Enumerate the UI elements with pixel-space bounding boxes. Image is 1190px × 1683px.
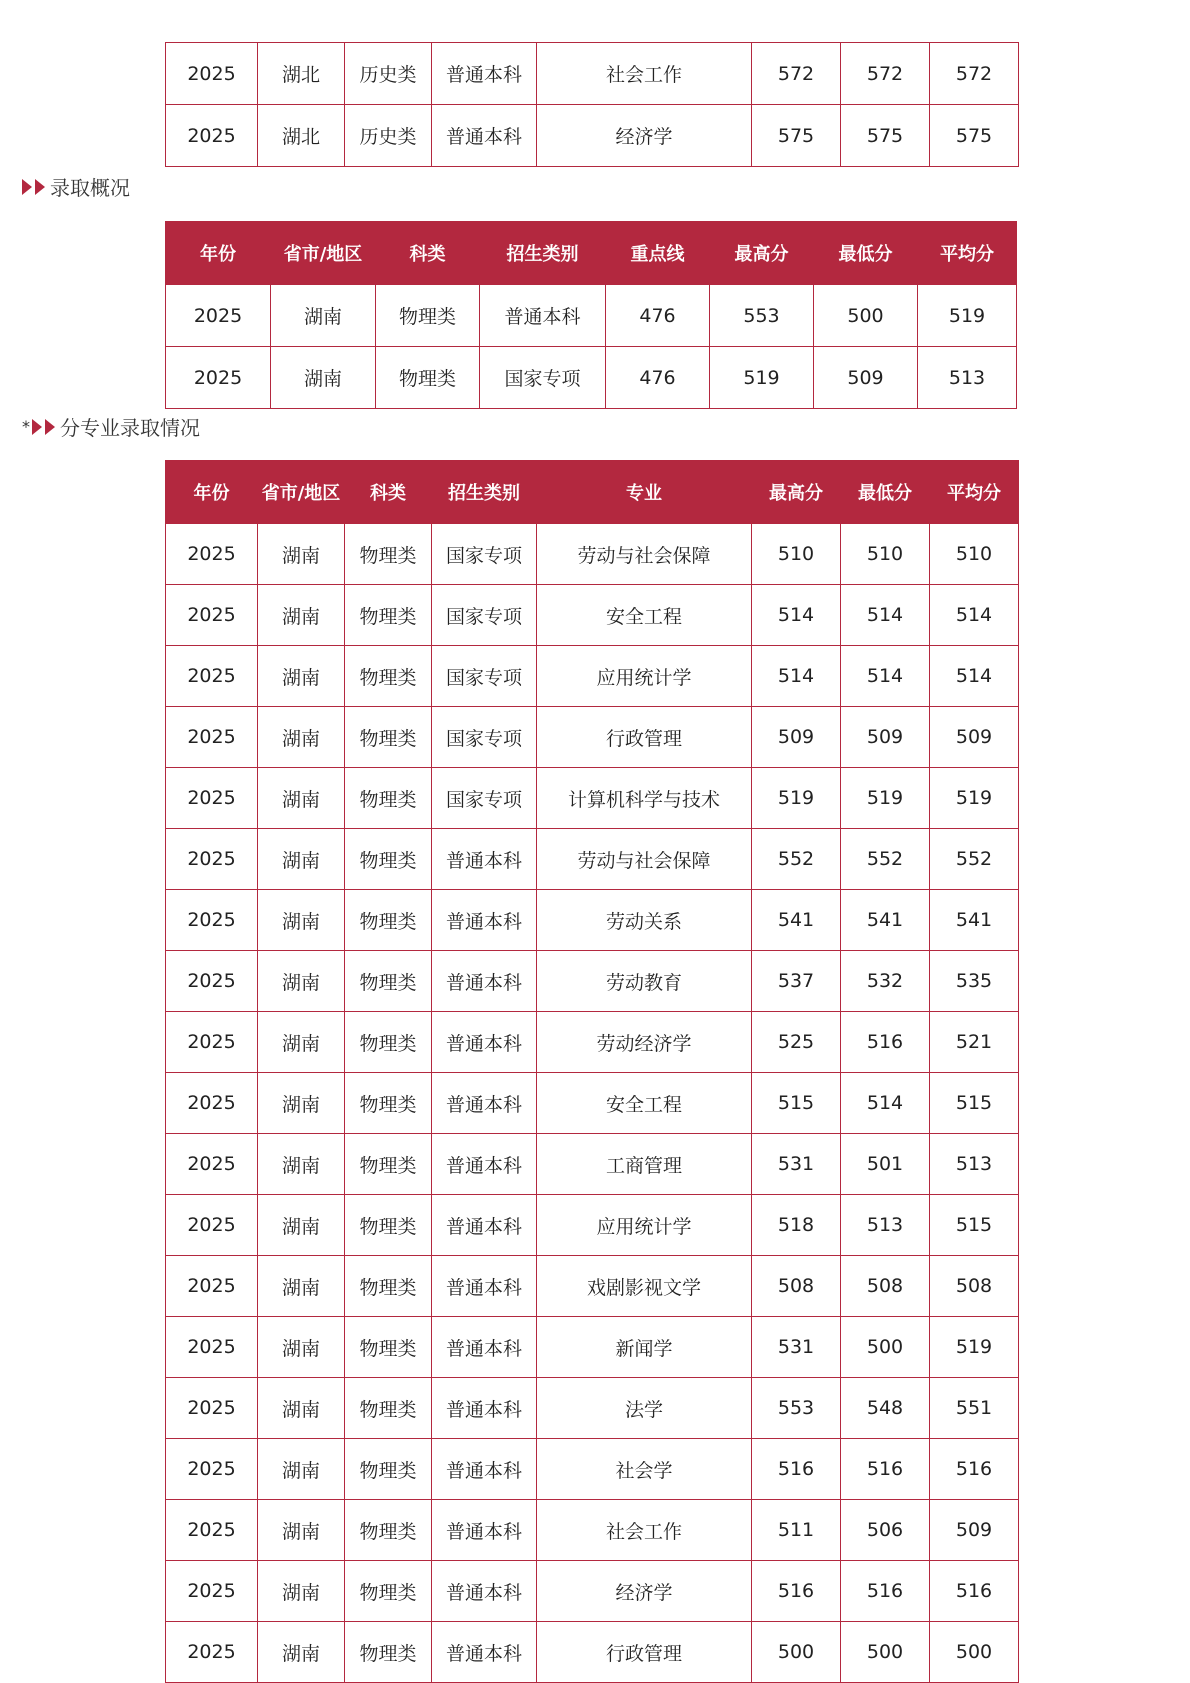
table-cell: 戏剧影视文学 <box>537 1256 752 1317</box>
table-row <box>166 1622 1019 1683</box>
table-cell: 508 <box>930 1256 1019 1317</box>
table-cell: 551 <box>930 1378 1019 1439</box>
table-cell: 湖南 <box>258 1012 345 1073</box>
table-cell: 劳动关系 <box>537 890 752 951</box>
table-cell: 物理类 <box>345 1378 432 1439</box>
table-cell: 湖南 <box>258 1317 345 1378</box>
table-cell: 湖南 <box>271 347 376 409</box>
table-cell: 行政管理 <box>537 707 752 768</box>
table-row <box>166 285 1017 347</box>
table-row <box>166 105 1019 167</box>
table-cell: 物理类 <box>376 285 480 347</box>
table-cell: 湖南 <box>258 524 345 585</box>
table-cell: 湖南 <box>258 1561 345 1622</box>
table-cell: 国家专项 <box>432 768 537 829</box>
table-cell: 普通本科 <box>480 285 606 347</box>
column-header: 年份 <box>166 222 271 285</box>
table-row <box>166 1195 1019 1256</box>
table-cell: 516 <box>841 1012 930 1073</box>
table-cell: 515 <box>930 1073 1019 1134</box>
summary-heading <box>22 172 130 201</box>
table-cell: 劳动教育 <box>537 951 752 1012</box>
table-cell: 普通本科 <box>432 1317 537 1378</box>
table-cell: 548 <box>841 1378 930 1439</box>
table-cell: 531 <box>752 1317 841 1378</box>
table-cell: 514 <box>930 585 1019 646</box>
double-arrow-icon <box>32 419 58 435</box>
table-cell: 物理类 <box>345 1256 432 1317</box>
double-arrow-icon <box>22 179 48 195</box>
table-cell: 普通本科 <box>432 951 537 1012</box>
table-cell: 湖南 <box>258 1622 345 1683</box>
table-row <box>166 1500 1019 1561</box>
summary-table-header <box>166 222 1017 285</box>
table-cell: 541 <box>752 890 841 951</box>
top-admission-table <box>165 42 1019 167</box>
table-cell: 国家专项 <box>432 524 537 585</box>
table-cell: 500 <box>930 1622 1019 1683</box>
table-cell: 514 <box>841 585 930 646</box>
column-header: 年份 <box>166 461 258 524</box>
table-cell: 575 <box>752 105 841 167</box>
table-cell: 应用统计学 <box>537 646 752 707</box>
table-cell: 湖南 <box>258 646 345 707</box>
table-cell: 物理类 <box>376 347 480 409</box>
table-cell: 普通本科 <box>432 1073 537 1134</box>
table-cell: 湖南 <box>258 1195 345 1256</box>
table-cell: 物理类 <box>345 829 432 890</box>
table-cell: 社会学 <box>537 1439 752 1500</box>
table-cell: 2025 <box>166 1012 258 1073</box>
table-cell: 2025 <box>166 1256 258 1317</box>
table-row <box>166 951 1019 1012</box>
table-cell: 普通本科 <box>432 829 537 890</box>
majors-heading-text: 分专业录取情况 <box>60 416 200 440</box>
table-row <box>166 43 1019 105</box>
table-cell: 508 <box>841 1256 930 1317</box>
table-row <box>166 1012 1019 1073</box>
table-cell: 519 <box>710 347 814 409</box>
table-cell: 湖南 <box>258 768 345 829</box>
column-header: 科类 <box>376 222 480 285</box>
table-cell: 社会工作 <box>537 43 752 105</box>
table-cell: 物理类 <box>345 524 432 585</box>
table-cell: 575 <box>930 105 1019 167</box>
column-header: 平均分 <box>930 461 1019 524</box>
table-cell: 物理类 <box>345 1134 432 1195</box>
summary-table-body <box>166 285 1017 409</box>
column-header: 招生类别 <box>432 461 537 524</box>
table-cell: 515 <box>930 1195 1019 1256</box>
table-cell: 计算机科学与技术 <box>537 768 752 829</box>
table-cell: 安全工程 <box>537 1073 752 1134</box>
table-cell: 普通本科 <box>432 1622 537 1683</box>
table-cell: 2025 <box>166 1500 258 1561</box>
table-cell: 513 <box>841 1195 930 1256</box>
table-cell: 湖南 <box>258 1134 345 1195</box>
table-cell: 552 <box>752 829 841 890</box>
table-cell: 513 <box>930 1134 1019 1195</box>
majors-table <box>165 460 1019 1683</box>
table-cell: 518 <box>752 1195 841 1256</box>
table-cell: 509 <box>930 707 1019 768</box>
table-cell: 物理类 <box>345 1500 432 1561</box>
table-cell: 519 <box>930 1317 1019 1378</box>
table-cell: 509 <box>841 707 930 768</box>
table-row <box>166 524 1019 585</box>
table-cell: 物理类 <box>345 1622 432 1683</box>
table-cell: 安全工程 <box>537 585 752 646</box>
table-cell: 510 <box>841 524 930 585</box>
table-cell: 516 <box>930 1561 1019 1622</box>
table-row <box>166 1439 1019 1500</box>
column-header: 重点线 <box>606 222 710 285</box>
table-row <box>166 1073 1019 1134</box>
table-cell: 532 <box>841 951 930 1012</box>
table-cell: 2025 <box>166 43 258 105</box>
table-cell: 572 <box>752 43 841 105</box>
table-cell: 553 <box>752 1378 841 1439</box>
table-row <box>166 768 1019 829</box>
table-cell: 湖北 <box>258 105 345 167</box>
table-cell: 511 <box>752 1500 841 1561</box>
table-cell: 516 <box>930 1439 1019 1500</box>
table-cell: 湖南 <box>258 1256 345 1317</box>
table-cell: 537 <box>752 951 841 1012</box>
table-cell: 物理类 <box>345 768 432 829</box>
star-mark: * <box>22 417 30 436</box>
table-cell: 516 <box>752 1561 841 1622</box>
table-cell: 500 <box>841 1317 930 1378</box>
table-cell: 历史类 <box>345 105 432 167</box>
table-cell: 国家专项 <box>432 707 537 768</box>
table-cell: 物理类 <box>345 951 432 1012</box>
table-cell: 国家专项 <box>480 347 606 409</box>
table-row <box>166 1561 1019 1622</box>
table-cell: 普通本科 <box>432 1561 537 1622</box>
table-cell: 2025 <box>166 951 258 1012</box>
table-cell: 2025 <box>166 1134 258 1195</box>
table-cell: 541 <box>930 890 1019 951</box>
table-row <box>166 347 1017 409</box>
table-cell: 湖南 <box>258 707 345 768</box>
table-row <box>166 585 1019 646</box>
table-cell: 2025 <box>166 1317 258 1378</box>
table-row <box>166 1256 1019 1317</box>
table-cell: 510 <box>930 524 1019 585</box>
column-header: 专业 <box>537 461 752 524</box>
table-cell: 工商管理 <box>537 1134 752 1195</box>
table-cell: 湖南 <box>258 890 345 951</box>
table-cell: 普通本科 <box>432 1195 537 1256</box>
table-cell: 509 <box>930 1500 1019 1561</box>
table-cell: 湖南 <box>258 1378 345 1439</box>
majors-heading <box>22 412 200 441</box>
table-cell: 2025 <box>166 1622 258 1683</box>
table-cell: 2025 <box>166 829 258 890</box>
table-cell: 2025 <box>166 890 258 951</box>
table-cell: 2025 <box>166 524 258 585</box>
column-header: 最高分 <box>752 461 841 524</box>
table-cell: 514 <box>841 1073 930 1134</box>
table-cell: 514 <box>752 585 841 646</box>
table-cell: 500 <box>841 1622 930 1683</box>
table-cell: 湖南 <box>258 1500 345 1561</box>
column-header: 最高分 <box>710 222 814 285</box>
table-cell: 普通本科 <box>432 1012 537 1073</box>
table-cell: 516 <box>752 1439 841 1500</box>
table-row <box>166 1378 1019 1439</box>
table-cell: 湖南 <box>258 1073 345 1134</box>
table-row <box>166 829 1019 890</box>
table-cell: 521 <box>930 1012 1019 1073</box>
table-cell: 572 <box>841 43 930 105</box>
table-cell: 劳动经济学 <box>537 1012 752 1073</box>
table-cell: 553 <box>710 285 814 347</box>
table-cell: 劳动与社会保障 <box>537 524 752 585</box>
table-cell: 湖北 <box>258 43 345 105</box>
table-cell: 572 <box>930 43 1019 105</box>
table-cell: 509 <box>814 347 918 409</box>
header-row <box>166 222 1017 285</box>
table-cell: 2025 <box>166 1439 258 1500</box>
table-cell: 531 <box>752 1134 841 1195</box>
majors-table-header <box>166 461 1019 524</box>
table-cell: 2025 <box>166 1073 258 1134</box>
table-cell: 535 <box>930 951 1019 1012</box>
table-cell: 历史类 <box>345 43 432 105</box>
table-cell: 519 <box>918 285 1017 347</box>
column-header: 招生类别 <box>480 222 606 285</box>
table-cell: 应用统计学 <box>537 1195 752 1256</box>
table-cell: 经济学 <box>537 105 752 167</box>
table-cell: 476 <box>606 285 710 347</box>
table-cell: 2025 <box>166 707 258 768</box>
table-cell: 500 <box>814 285 918 347</box>
table-cell: 国家专项 <box>432 585 537 646</box>
header-row <box>166 461 1019 524</box>
table-cell: 525 <box>752 1012 841 1073</box>
table-cell: 湖南 <box>271 285 376 347</box>
table-cell: 519 <box>930 768 1019 829</box>
table-cell: 516 <box>841 1561 930 1622</box>
table-cell: 普通本科 <box>432 1500 537 1561</box>
table-cell: 508 <box>752 1256 841 1317</box>
table-cell: 501 <box>841 1134 930 1195</box>
table-cell: 514 <box>930 646 1019 707</box>
table-cell: 普通本科 <box>432 1134 537 1195</box>
table-cell: 普通本科 <box>432 890 537 951</box>
table-cell: 519 <box>841 768 930 829</box>
table-row <box>166 1134 1019 1195</box>
table-cell: 湖南 <box>258 829 345 890</box>
table-cell: 普通本科 <box>432 43 537 105</box>
table-cell: 2025 <box>166 1561 258 1622</box>
table-cell: 552 <box>930 829 1019 890</box>
table-cell: 物理类 <box>345 1012 432 1073</box>
table-cell: 经济学 <box>537 1561 752 1622</box>
table-cell: 物理类 <box>345 585 432 646</box>
table-cell: 515 <box>752 1073 841 1134</box>
table-cell: 510 <box>752 524 841 585</box>
table-cell: 普通本科 <box>432 1439 537 1500</box>
table-cell: 劳动与社会保障 <box>537 829 752 890</box>
table-cell: 物理类 <box>345 646 432 707</box>
table-cell: 物理类 <box>345 1195 432 1256</box>
table-cell: 社会工作 <box>537 1500 752 1561</box>
table-cell: 普通本科 <box>432 105 537 167</box>
table-cell: 物理类 <box>345 890 432 951</box>
table-cell: 湖南 <box>258 585 345 646</box>
column-header: 省市/地区 <box>258 461 345 524</box>
column-header: 最低分 <box>814 222 918 285</box>
table-cell: 湖南 <box>258 1439 345 1500</box>
column-header: 平均分 <box>918 222 1017 285</box>
table-cell: 物理类 <box>345 1439 432 1500</box>
table-row <box>166 1317 1019 1378</box>
table-cell: 476 <box>606 347 710 409</box>
table-cell: 514 <box>841 646 930 707</box>
majors-table-body <box>166 524 1019 1683</box>
table-cell: 新闻学 <box>537 1317 752 1378</box>
table-cell: 2025 <box>166 646 258 707</box>
table-cell: 2025 <box>166 1378 258 1439</box>
table-cell: 湖南 <box>258 951 345 1012</box>
table-cell: 普通本科 <box>432 1378 537 1439</box>
table-cell: 516 <box>841 1439 930 1500</box>
summary-heading-text: 录取概况 <box>50 176 130 200</box>
table-row <box>166 646 1019 707</box>
table-cell: 519 <box>752 768 841 829</box>
table-cell: 552 <box>841 829 930 890</box>
table-cell: 2025 <box>166 585 258 646</box>
table-cell: 575 <box>841 105 930 167</box>
column-header: 省市/地区 <box>271 222 376 285</box>
table-row <box>166 890 1019 951</box>
table-cell: 物理类 <box>345 1561 432 1622</box>
table-cell: 506 <box>841 1500 930 1561</box>
table-cell: 国家专项 <box>432 646 537 707</box>
table-cell: 514 <box>752 646 841 707</box>
table-cell: 2025 <box>166 1195 258 1256</box>
table-cell: 2025 <box>166 285 271 347</box>
table-cell: 2025 <box>166 768 258 829</box>
summary-table <box>165 221 1017 409</box>
table-cell: 541 <box>841 890 930 951</box>
table-cell: 普通本科 <box>432 1256 537 1317</box>
column-header: 科类 <box>345 461 432 524</box>
top-table-body <box>166 43 1019 167</box>
table-cell: 行政管理 <box>537 1622 752 1683</box>
table-cell: 物理类 <box>345 707 432 768</box>
column-header: 最低分 <box>841 461 930 524</box>
table-cell: 2025 <box>166 105 258 167</box>
table-cell: 物理类 <box>345 1317 432 1378</box>
table-cell: 500 <box>752 1622 841 1683</box>
table-cell: 2025 <box>166 347 271 409</box>
table-cell: 物理类 <box>345 1073 432 1134</box>
table-cell: 509 <box>752 707 841 768</box>
table-cell: 法学 <box>537 1378 752 1439</box>
table-row <box>166 707 1019 768</box>
table-cell: 513 <box>918 347 1017 409</box>
